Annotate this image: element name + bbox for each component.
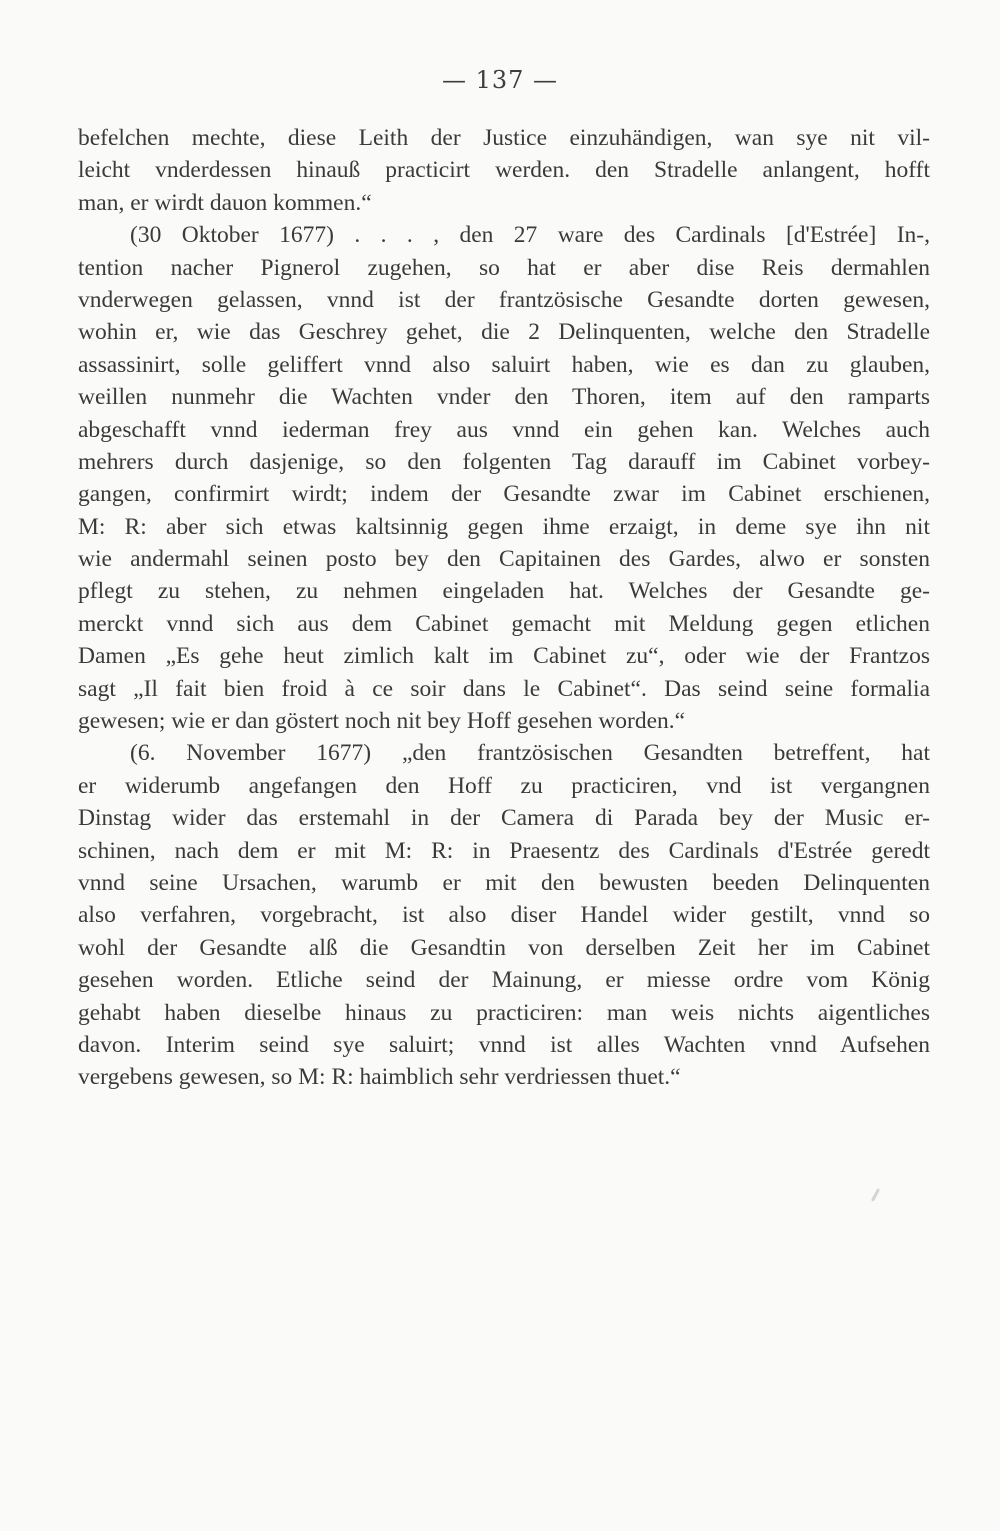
text-line: vnnd seine Ursachen, warumb er mit den bewusten beeden Delinquenten — [78, 869, 930, 896]
text-line: gangen, confirmirt wirdt; indem der Gesandte zwar im Cabinet erschienen, — [78, 481, 930, 508]
text-line: gewesen; wie er dan göstert noch nit bey Hoff gesehen worden.“ — [78, 708, 686, 735]
text-line: assassinirt, solle geliffert vnnd also saluirt haben, wie es dan zu glauben, — [78, 351, 930, 378]
text-line: gesehen worden. Etliche seind der Mainung, er miesse ordre vom König — [78, 967, 930, 994]
text-line: gehabt haben dieselbe hinaus zu practiciren: man weis nichts aigentliches — [78, 999, 930, 1026]
text-line: man, er wirdt dauon kommen.“ — [78, 189, 372, 216]
body-text — [78, 122, 930, 1094]
text-line: abgeschafft vnnd iederman frey aus vnnd ein gehen kan. Welches auch — [78, 416, 930, 443]
text-line: pflegt zu stehen, zu nehmen eingeladen hat. Welches der Gesandte ge- — [78, 578, 930, 605]
text-line: davon. Interim seind sye saluirt; vnnd ist alles Wachten vnnd Aufsehen — [78, 1031, 930, 1058]
text-line: er widerumb angefangen den Hoff zu practiciren, vnd ist vergangnen — [78, 772, 930, 799]
page-number: — 137 — — [441, 66, 559, 94]
text-line: leicht vnderdessen hinauß practicirt werden. den Stradelle anlangent, hofft — [78, 157, 930, 184]
text-line: schinen, nach dem er mit M: R: in Praesentz des Cardinals d'Estrée geredt — [78, 837, 930, 864]
text-line: M: R: aber sich etwas kaltsinnig gegen ihme erzaigt, in deme sye ihn nit — [78, 513, 930, 540]
text-line: mehrers durch dasjenige, so den folgenten Tag darauff im Cabinet vorbey- — [78, 448, 930, 475]
paper-speck — [871, 1188, 880, 1202]
text-line: wohl der Gesandte alß die Gesandtin von derselben Zeit her im Cabinet — [78, 934, 930, 961]
text-line: wohin er, wie das Geschrey gehet, die 2 Delinquenten, welche den Stradelle — [78, 319, 930, 346]
text-line: merckt vnnd sich aus dem Cabinet gemacht mit Meldung gegen etlichen — [78, 610, 930, 637]
text-line: Damen „Es gehe heut zimlich kalt im Cabinet zu“, oder wie der Frantzos — [78, 643, 930, 670]
text-line: tention nacher Pignerol zugehen, so hat er aber dise Reis dermahlen — [78, 254, 930, 281]
text-line: (6. November 1677) „den frantzösischen Gesandten betreffent, hat — [130, 740, 930, 767]
text-line: sagt „Il fait bien froid à ce soir dans le Cabinet“. Das seind seine formalia — [78, 675, 930, 702]
text-line: also verfahren, vorgebracht, ist also diser Handel wider gestilt, vnnd so — [78, 902, 930, 929]
text-line: (30 Oktober 1677) . . . , den 27 ware des Cardinals [d'Estrée] In-, — [130, 222, 930, 249]
text-line: wie andermahl seinen posto bey den Capitainen des Gardes, alwo er sonsten — [78, 546, 930, 573]
text-line: vergebens gewesen, so M: R: haimblich sehr verdriessen thuet.“ — [78, 1064, 681, 1091]
text-line: vnderwegen gelassen, vnnd ist der frantzösische Gesandte dorten gewesen, — [78, 286, 930, 313]
text-line: weillen nunmehr die Wachten vnder den Thoren, item auf den ramparts — [78, 384, 930, 411]
text-line: Dinstag wider das erstemahl in der Camera di Parada bey der Music er- — [78, 805, 930, 832]
text-line: befelchen mechte, diese Leith der Justice einzuhändigen, wan sye nit vil- — [78, 125, 930, 151]
